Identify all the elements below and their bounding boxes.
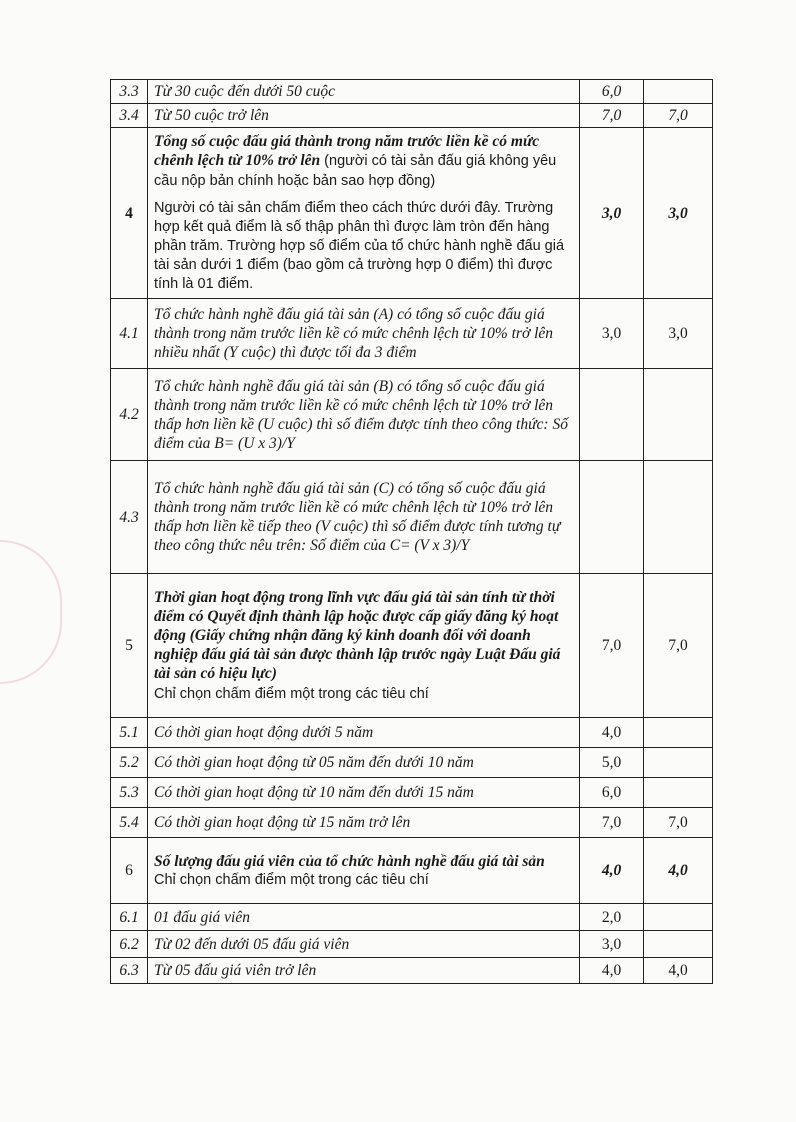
max-score: 5,0 — [580, 748, 644, 778]
table-row — [111, 80, 713, 104]
awarded-score — [644, 904, 713, 931]
criterion-text: Tổ chức hành nghề đấu giá tài sản (B) có tổng số cuộc đấu giá thành trong năm trước liền kề có mức chênh lệch từ 10% trở lên thấp hơn liền kề (U cuộc) thì số điểm được tính theo công thức: Số điểm của B= (U x 3)/Y — [148, 369, 580, 461]
row-number: 3.4 — [111, 104, 148, 128]
criterion-text: Có thời gian hoạt động từ 15 năm trở lên — [148, 808, 580, 838]
max-score: 7,0 — [580, 808, 644, 838]
table-row — [111, 748, 713, 778]
criterion-title: Thời gian hoạt động trong lĩnh vực đấu giá tài sản tính từ thời điểm có Quyết định thành lập hoặc được cấp giấy đăng ký hoạt động (Giấy chứng nhận đăng ký kinh doanh đối với doanh nghiệp đấu giá tài sản được thành lập trước ngày Luật Đấu giá tài sản có hiệu lực) — [154, 588, 561, 682]
table-row — [111, 128, 713, 299]
awarded-score: 3,0 — [644, 299, 713, 369]
table-row — [111, 299, 713, 369]
max-score: 6,0 — [580, 80, 644, 104]
awarded-score: 7,0 — [644, 808, 713, 838]
criterion-text: Có thời gian hoạt động từ 05 năm đến dưới 10 năm — [148, 748, 580, 778]
table-row — [111, 718, 713, 748]
awarded-score — [644, 931, 713, 958]
max-score: 6,0 — [580, 778, 644, 808]
max-score: 2,0 — [580, 904, 644, 931]
awarded-score: 3,0 — [644, 128, 713, 299]
max-score: 4,0 — [580, 718, 644, 748]
criterion-note: Chỉ chọn chấm điểm một trong các tiêu chí — [154, 871, 429, 888]
max-score: 3,0 — [580, 931, 644, 958]
row-number: 5 — [111, 574, 148, 718]
awarded-score — [644, 461, 713, 574]
criterion-text: Từ 30 cuộc đến dưới 50 cuộc — [148, 80, 580, 104]
criterion-text: 01 đấu giá viên — [148, 904, 580, 931]
row-number: 6.1 — [111, 904, 148, 931]
criterion-cell — [148, 838, 580, 904]
table-row — [111, 778, 713, 808]
max-score: 4,0 — [580, 838, 644, 904]
scoring-table — [110, 79, 713, 984]
awarded-score — [644, 748, 713, 778]
criterion-title: Số lượng đấu giá viên của tổ chức hành nghề đấu giá tài sản — [154, 852, 545, 870]
table-row — [111, 958, 713, 984]
criterion-text: Có thời gian hoạt động từ 10 năm đến dưới 15 năm — [148, 778, 580, 808]
criterion-cell — [148, 574, 580, 718]
row-number: 5.1 — [111, 718, 148, 748]
table-row — [111, 369, 713, 461]
criterion-cell — [148, 128, 580, 299]
awarded-score: 7,0 — [644, 574, 713, 718]
awarded-score — [644, 80, 713, 104]
criterion-text: Từ 05 đấu giá viên trở lên — [148, 958, 580, 984]
max-score — [580, 369, 644, 461]
awarded-score: 4,0 — [644, 838, 713, 904]
awarded-score: 4,0 — [644, 958, 713, 984]
awarded-score — [644, 369, 713, 461]
row-number: 4.1 — [111, 299, 148, 369]
row-number: 5.3 — [111, 778, 148, 808]
awarded-score: 7,0 — [644, 104, 713, 128]
table-row — [111, 808, 713, 838]
row-number: 6.2 — [111, 931, 148, 958]
row-number: 6.3 — [111, 958, 148, 984]
criterion-note: Người có tài sản chấm điểm theo cách thức dưới đây. Trường hợp kết quả điểm là số thập phân thì được làm tròn đến hàng phần trăm. Trường hợp số điểm của tổ chức hành nghề đấu giá tài sản dưới 1 điểm (bao gồm cả trường hợp 0 điểm) thì được tính là 01 điểm. — [154, 200, 565, 292]
row-number: 5.4 — [111, 808, 148, 838]
row-number: 4.2 — [111, 369, 148, 461]
max-score: 4,0 — [580, 958, 644, 984]
criterion-text: Từ 50 cuộc trở lên — [148, 104, 580, 128]
table-row — [111, 461, 713, 574]
row-number: 4 — [111, 128, 148, 299]
row-number: 3.3 — [111, 80, 148, 104]
criterion-note: Chỉ chọn chấm điểm một trong các tiêu chí — [154, 685, 429, 702]
criterion-title: Tổng số cuộc đấu giá thành trong năm trước liền kề có mức chênh lệch từ 10% trở lên — [154, 133, 540, 169]
table-row — [111, 574, 713, 718]
row-number: 4.3 — [111, 461, 148, 574]
criterion-text: Từ 02 đến dưới 05 đấu giá viên — [148, 931, 580, 958]
awarded-score — [644, 778, 713, 808]
table-row — [111, 838, 713, 904]
max-score: 7,0 — [580, 104, 644, 128]
max-score: 3,0 — [580, 128, 644, 299]
criterion-text: Có thời gian hoạt động dưới 5 năm — [148, 718, 580, 748]
criterion-title-note: (người có tài sản đấu giá không yêu cầu nộp bản chính hoặc bản sao hợp đồng) — [154, 153, 557, 189]
table-row — [111, 104, 713, 128]
table-row — [111, 931, 713, 958]
awarded-score — [644, 718, 713, 748]
table-row — [111, 904, 713, 931]
max-score: 3,0 — [580, 299, 644, 369]
row-number: 6 — [111, 838, 148, 904]
criterion-text: Tổ chức hành nghề đấu giá tài sản (A) có tổng số cuộc đấu giá thành trong năm trước liền kề có mức chênh lệch từ 10% trở lên nhiều nhất (Y cuộc) thì được tối đa 3 điểm — [148, 299, 580, 369]
row-number: 5.2 — [111, 748, 148, 778]
stamp-bleed-through — [0, 540, 62, 684]
max-score — [580, 461, 644, 574]
max-score: 7,0 — [580, 574, 644, 718]
criterion-text: Tổ chức hành nghề đấu giá tài sản (C) có tổng số cuộc đấu giá thành trong năm trước liền kề có mức chênh lệch từ 10% trở lên thấp hơn liền kề tiếp theo (V cuộc) thì số điểm được tính tương tự theo công thức nêu trên: Số điểm của C= (V x 3)/Y — [148, 461, 580, 574]
